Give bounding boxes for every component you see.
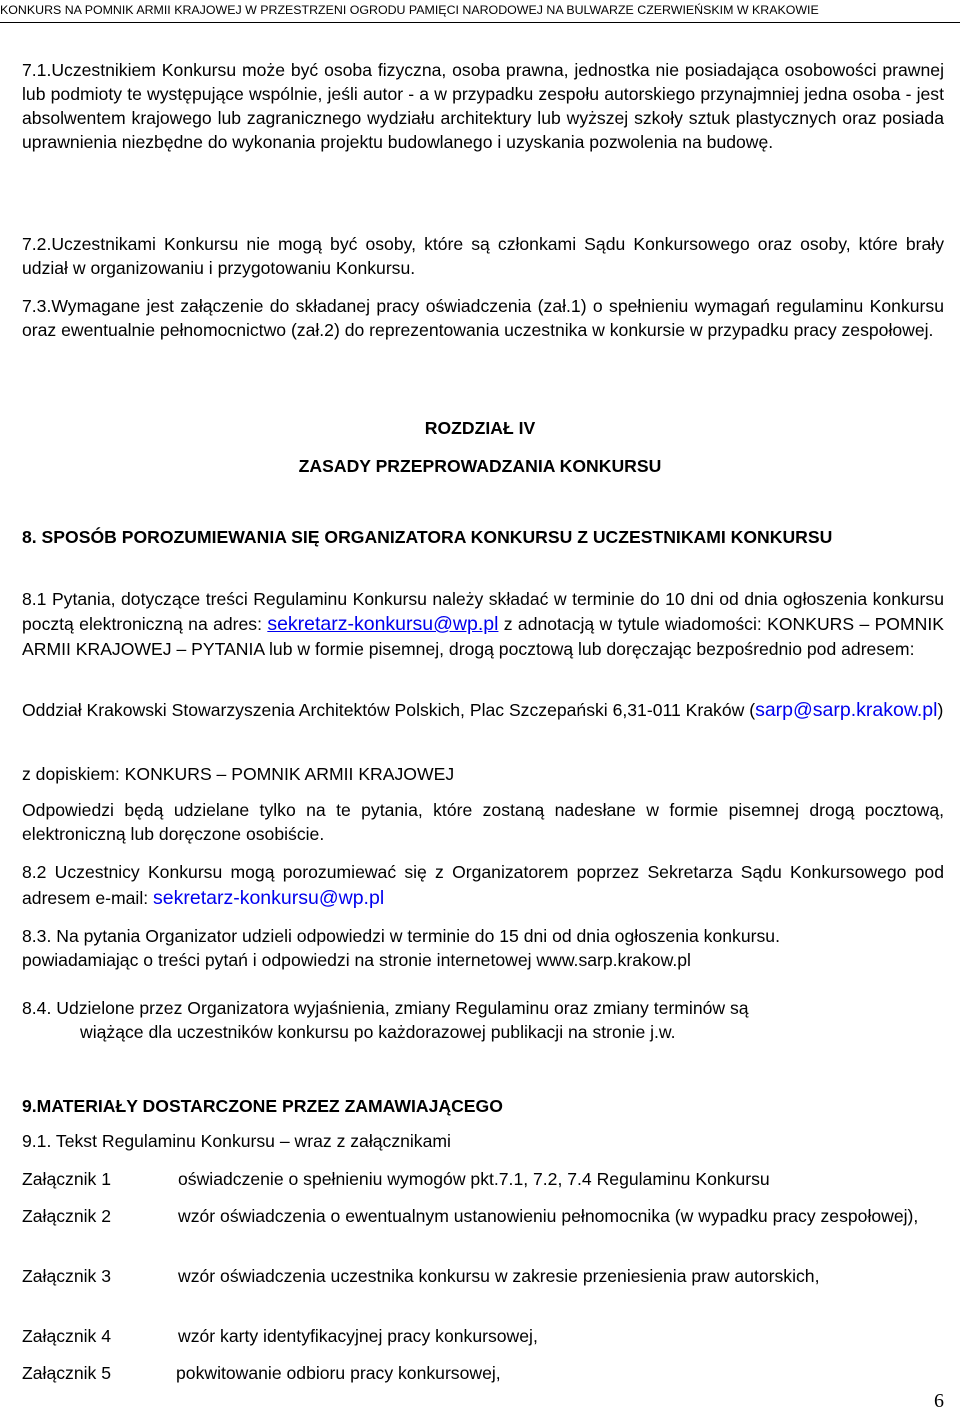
email-link-questions[interactable]: sekretarz-konkursu@wp.pl <box>267 613 499 635</box>
attachment-label: Załącznik 4 <box>22 1326 111 1346</box>
attachment-description: wzór oświadczenia o ewentualnym ustanowieniu pełnomocnika (w wypadku pracy zespołowej), <box>178 1206 919 1226</box>
paragraph-7-1: 7.1.Uczestnikiem Konkursu może być osoba fizyczna, osoba prawna, jednostka nie posiadająca osobowości prawnej lub podmioty te występujące wspólnie, jeśli autor - a w przypadku zespołu autorskiego przynajmniej jedna osoba - jest absolwentem krajowego lub zagranicznego wydziału architektury lub wyższej szkoły sztuk plastycznych oraz posiada uprawnienia niezbędne do wykonania projektu budowlanego i uzyskania pozwolenia na budowę. <box>22 60 944 152</box>
attachment-description: oświadczenie o spełnieniu wymogów pkt.7.1, 7.2, 7.4 Regulaminu Konkursu <box>178 1169 770 1189</box>
paragraph-8-4-line2: wiążące dla uczestników konkursu po każdorazowej publikacji na stronie j.w. <box>80 1022 676 1042</box>
answers-paragraph: Odpowiedzi będą udzielane tylko na te pytania, które zostaną nadesłane w formie pisemnej drogą pocztową, elektroniczną lub doręczone osobiście. <box>22 800 944 844</box>
header-divider <box>0 22 960 23</box>
attachment-description: wzór oświadczenia uczestnika konkursu w zakresie przeniesienia praw autorskich, <box>178 1266 820 1286</box>
paragraph-8-3-line2: powiadamiając o treści pytań i odpowiedzi na stronie internetowej www.sarp.krakow.pl <box>22 950 691 970</box>
attachment-description: pokwitowanie odbioru pracy konkursowej, <box>176 1363 501 1383</box>
attachment-label: Załącznik 1 <box>22 1169 111 1189</box>
note-line: z dopiskiem: KONKURS – POMNIK ARMII KRAJOWEJ <box>22 764 455 784</box>
header-title: KONKURS NA POMNIK ARMII KRAJOWEJ W PRZESTRZENI OGRODU PAMIĘCI NARODOWEJ NA BULWARZE CZERWIEŃSKIM W KRAKOWIE <box>0 3 819 17</box>
paragraph-8-2 <box>22 859 944 911</box>
chapter-number: ROZDZIAŁ IV <box>424 418 536 438</box>
paragraph-8-2-text: 8.2 Uczestnicy Konkursu mogą porozumiewać się z Organizatorem poprzez Sekretarza Sądu Konkursowego pod adresem e-mail: <box>22 862 944 908</box>
chapter-title: ZASADY PRZEPROWADZANIA KONKURSU <box>298 456 662 476</box>
paragraph-7-3: 7.3.Wymagane jest załączenie do składanej pracy oświadczenia (zał.1) o spełnieniu wymagań regulaminu Konkursu oraz ewentualnie pełnomocnictwo (zał.2) do reprezentowania uczestnika w konkursie w przypadku pracy zespołowej. <box>22 296 944 340</box>
email-link-sarp[interactable]: sarp@sarp.krakow.pl <box>755 699 938 721</box>
attachment-label: Załącznik 2 <box>22 1206 111 1226</box>
organizer-address <box>22 698 944 723</box>
address-close: ) <box>937 700 944 720</box>
attachment-label: Załącznik 5 <box>22 1363 111 1383</box>
address-text: Oddział Krakowski Stowarzyszenia Architektów Polskich, Plac Szczepański 6,31-011 Kraków ( <box>22 700 756 720</box>
page-number: 6 <box>934 1390 944 1412</box>
paragraph-7-2: 7.2.Uczestnikami Konkursu nie mogą być osoby, które są członkami Sądu Konkursowego oraz osoby, które brały udział w organizowaniu i przygotowaniu Konkursu. <box>22 234 944 278</box>
running-header <box>0 0 960 20</box>
paragraph-9-1: 9.1. Tekst Regulaminu Konkursu – wraz z załącznikami <box>22 1131 451 1151</box>
attachment-label: Załącznik 3 <box>22 1266 111 1286</box>
section-8-heading: 8. SPOSÓB POROZUMIEWANIA SIĘ ORGANIZATORA KONKURSU Z UCZESTNIKAMI KONKURSU <box>22 527 833 547</box>
paragraph-8-1 <box>22 587 944 662</box>
paragraph-8-4-line1: 8.4. Udzielone przez Organizatora wyjaśnienia, zmiany Regulaminu oraz zmiany terminów są <box>22 998 749 1018</box>
section-9-heading: 9.MATERIAŁY DOSTARCZONE PRZEZ ZAMAWIAJĄCEGO <box>22 1096 503 1116</box>
email-link-secretary[interactable]: sekretarz-konkursu@wp.pl <box>153 887 385 909</box>
paragraph-8-1-start: 8.1 Pytania, dotyczące treści Regulaminu Konkursu należy składać w terminie do 10 dni od dnia ogłoszenia konkursu pocztą elektroniczną na adres: <box>22 589 944 634</box>
paragraph-8-3-line1: 8.3. Na pytania Organizator udzieli odpowiedzi w terminie do 15 dni od dnia ogłoszenia konkursu. <box>22 926 780 946</box>
attachment-description: wzór karty identyfikacyjnej pracy konkursowej, <box>178 1326 538 1346</box>
paragraph-8-1-end: z adnotacją w tytule wiadomości: KONKURS – POMNIK ARMII KRAJOWEJ – PYTANIA lub w formie pisemnej, drogą pocztową lub doręczając bezpośrednio pod adresem: <box>22 614 944 659</box>
